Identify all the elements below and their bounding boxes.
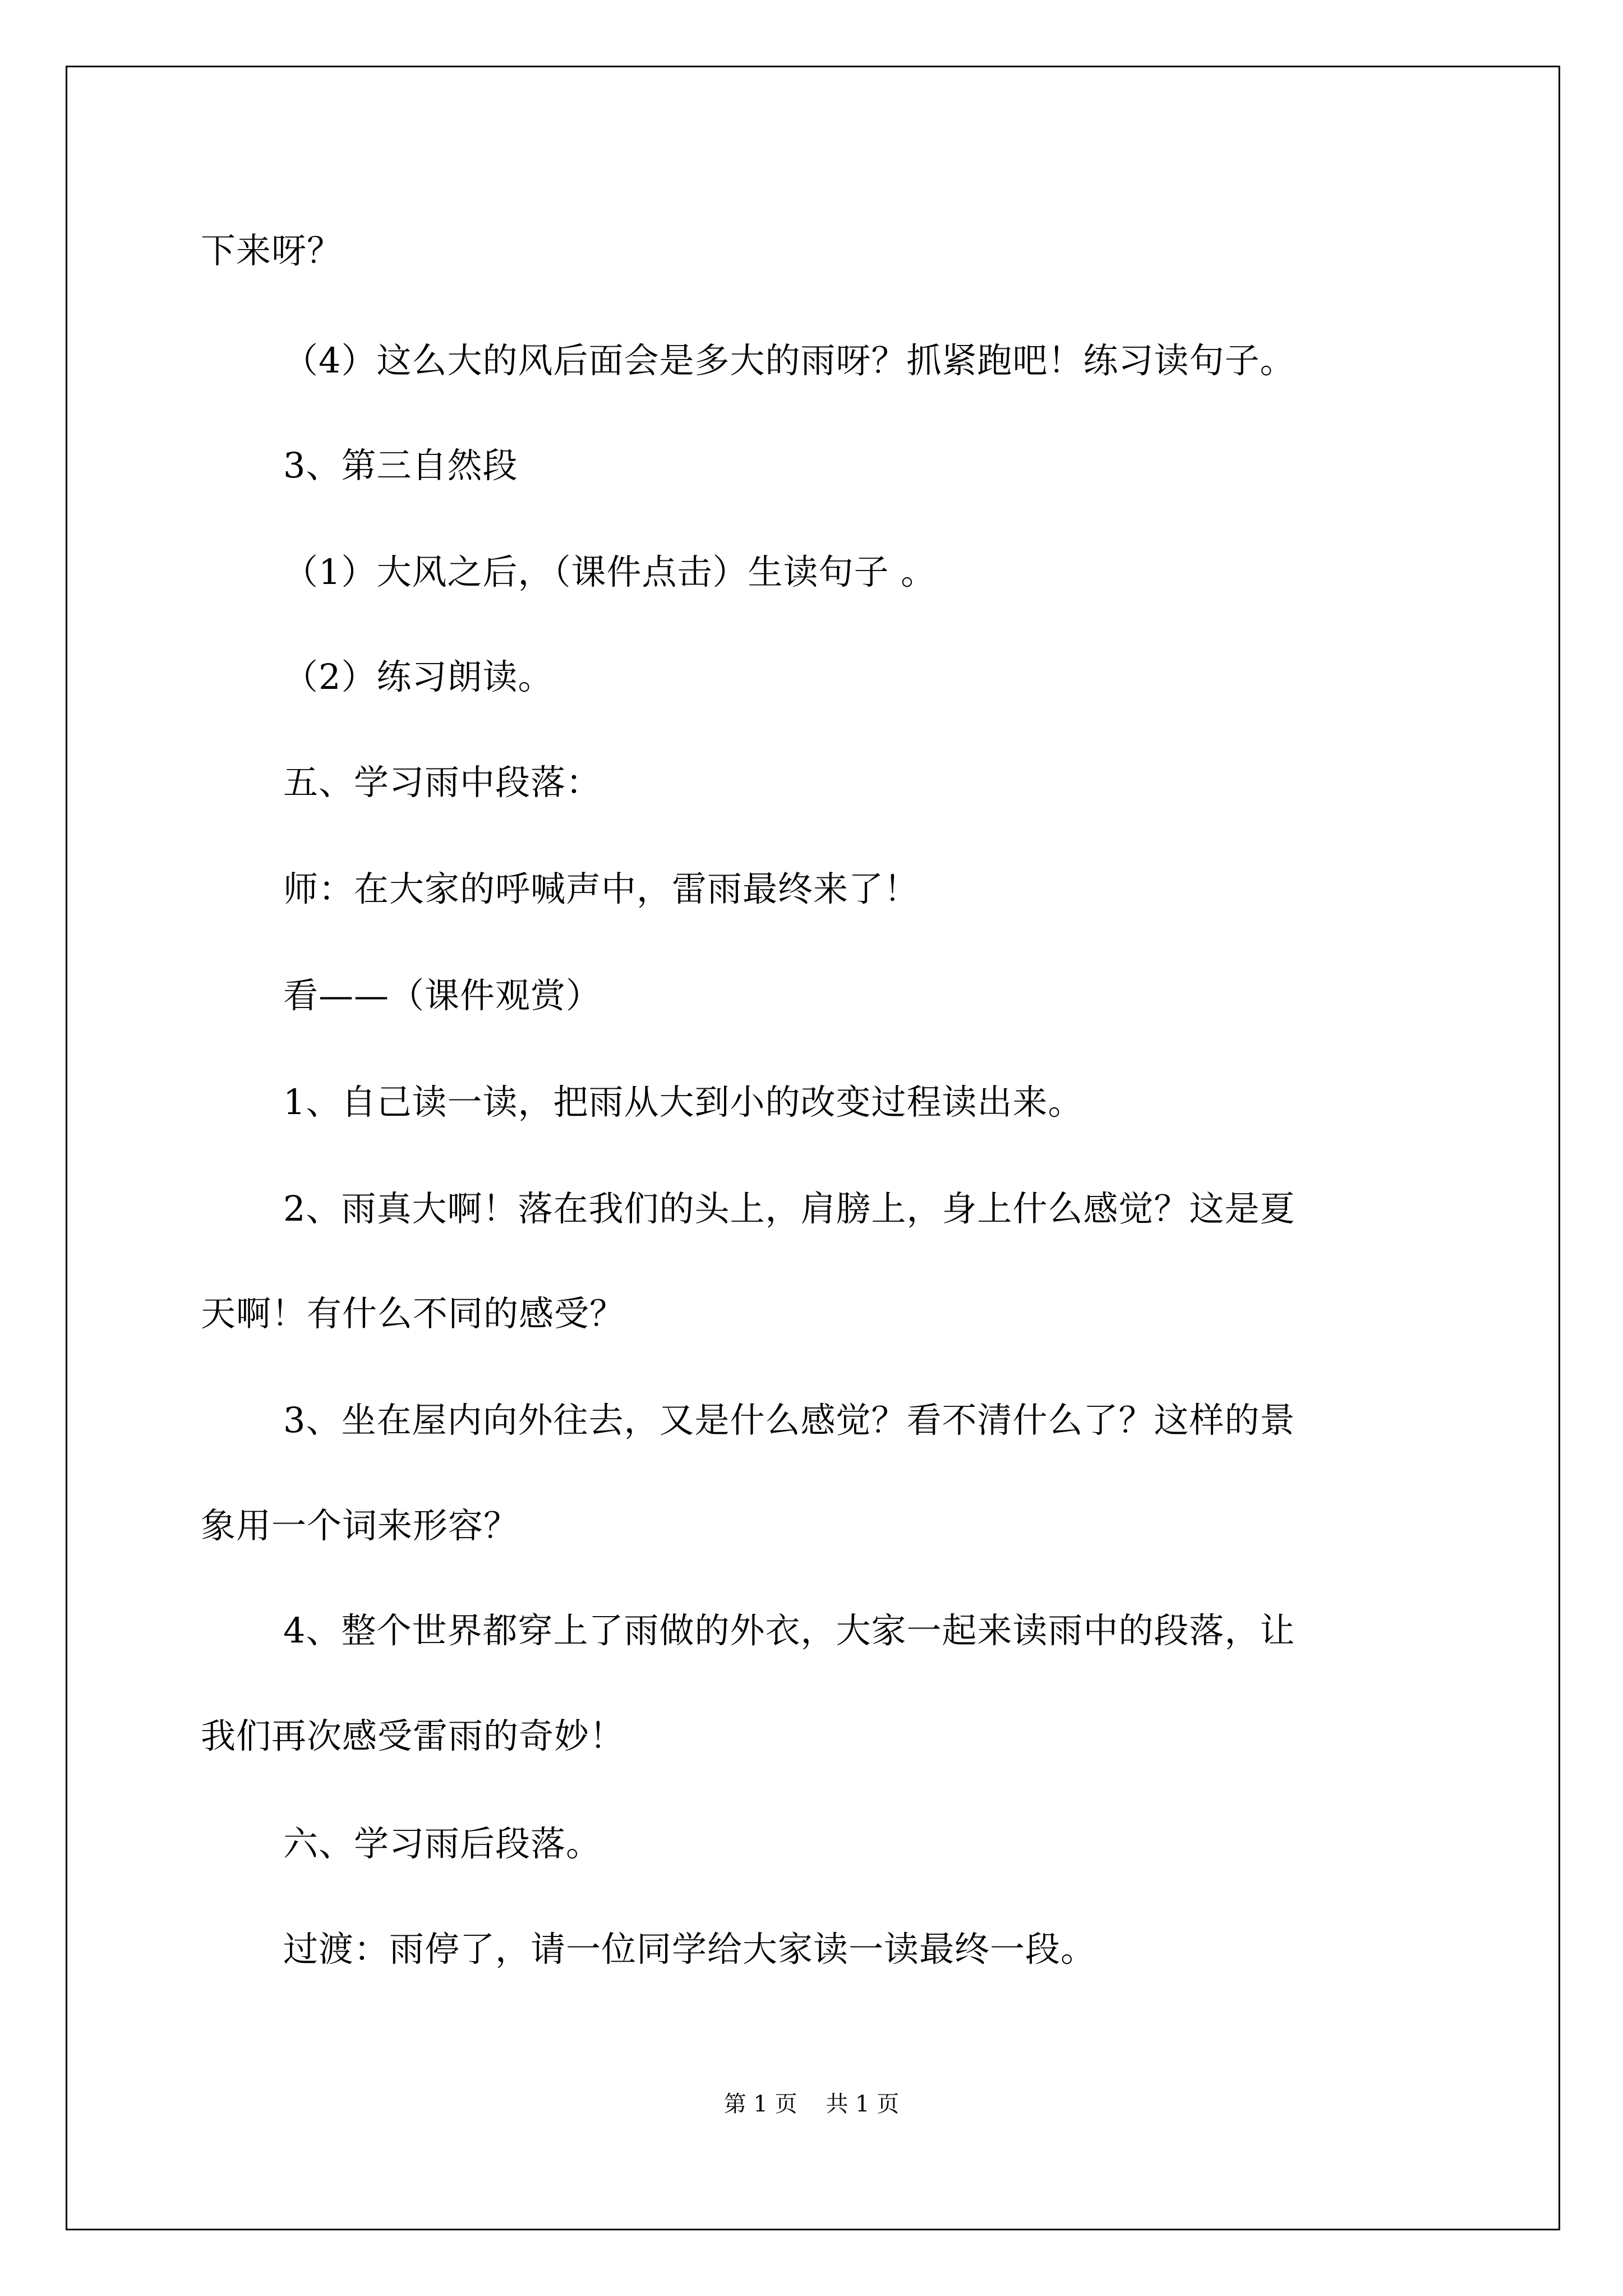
text-line-4: （1）大风之后，（课件点击）生读句子 。: [283, 551, 937, 592]
text-line-5: （2）练习朗读。: [283, 656, 554, 697]
text-line-3: 3、第三自然段: [283, 445, 518, 486]
text-line-12: 3、坐在屋内向外往去，又是什么感觉？看不清什么了？这样的景: [283, 1400, 1295, 1441]
text-line-11: 天啊！有什么不同的感受？: [201, 1293, 625, 1334]
text-line-10: 2、雨真大啊！落在我们的头上，肩膀上，身上什么感觉？这是夏: [283, 1188, 1295, 1229]
text-line-13: 象用一个词来形容？: [201, 1505, 519, 1546]
text-line-17: 过渡：雨停了，请一位同学给大家读一读最终一段。: [283, 1929, 1096, 1970]
text-line-15: 我们再次感受雷雨的奇妙！: [201, 1715, 625, 1756]
text-line-8: 看——（课件观赏）: [283, 975, 602, 1016]
text-line-6: 五、学习雨中段落：: [283, 762, 602, 803]
text-line-9: 1、自己读一读，把雨从大到小的改变过程读出来。: [283, 1082, 1083, 1122]
text-line-2: （4）这么大的风后面会是多大的雨呀？抓紧跑吧！练习读句子。: [283, 340, 1295, 381]
page-border: [66, 66, 1560, 2230]
text-line-14: 4、整个世界都穿上了雨做的外衣，大家一起来读雨中的段落，让: [283, 1610, 1295, 1651]
text-line-16: 六、学习雨后段落。: [283, 1823, 602, 1864]
page-footer: 第 1 页 共 1 页: [723, 2091, 900, 2117]
text-line-1: 下来呀？: [201, 230, 343, 271]
text-line-7: 师：在大家的呼喊声中，雷雨最终来了！: [283, 868, 920, 909]
